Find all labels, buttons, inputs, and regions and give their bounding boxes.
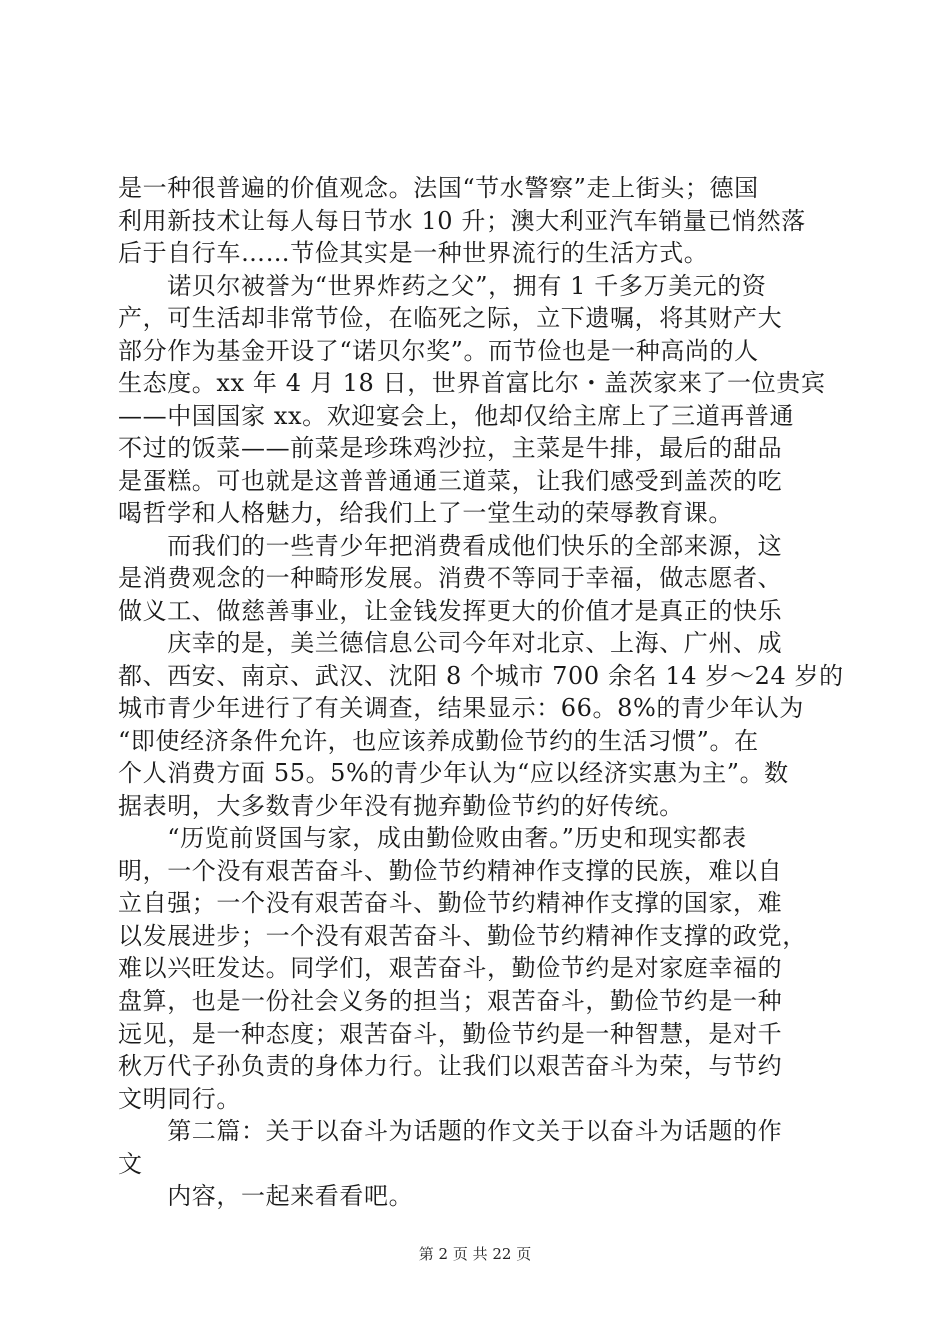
text-line: 庆幸的是，美兰德信息公司今年对北京、上海、广州、成 <box>118 629 783 657</box>
text-line: 城市青少年进行了有关调查，结果显示：66。8%的青少年认为 <box>118 694 805 722</box>
text-line: 喝哲学和人格魅力，给我们上了一堂生动的荣辱教育课。 <box>118 499 733 527</box>
text-line: 产，可生活却非常节俭，在临死之际，立下遗嘱，将其财产大 <box>118 304 783 332</box>
text-line: 都、西安、南京、武汉、沈阳 8 个城市 700 余名 14 岁～24 岁的 <box>118 662 844 690</box>
page-footer: 第 2 页 共 22 页 <box>418 1245 532 1263</box>
text-line: 据表明，大多数青少年没有抛弃勤俭节约的好传统。 <box>118 792 684 820</box>
text-line: 明，一个没有艰苦奋斗、勤俭节约精神作支撑的民族，难以自 <box>118 857 783 885</box>
text-line: 诺贝尔被誉为“世界炸药之父”，拥有 1 千多万美元的资 <box>118 272 767 300</box>
text-line: ——中国国家 xx。欢迎宴会上，他却仅给主席上了三道再普通 <box>118 402 795 430</box>
text-line: “即使经济条件允许，也应该养成勤俭节约的生活习惯”。在 <box>118 727 759 755</box>
text-line: 盘算，也是一份社会义务的担当；艰苦奋斗，勤俭节约是一种 <box>118 987 783 1015</box>
text-line: 以发展进步；一个没有艰苦奋斗、勤俭节约精神作支撑的政党， <box>118 922 807 950</box>
section-heading-line: 文 <box>118 1150 143 1178</box>
text-line: 是蛋糕。可也就是这普普通通三道菜，让我们感受到盖茨的吃 <box>118 467 783 495</box>
text-line: 做义工、做慈善事业，让金钱发挥更大的价值才是真正的快乐 <box>118 597 783 625</box>
text-line: 后于自行车……节俭其实是一种世界流行的生活方式。 <box>118 239 709 267</box>
text-line: 个人消费方面 55。5%的青少年认为“应以经济实惠为主”。数 <box>118 759 789 787</box>
text-line: “历览前贤国与家，成由勤俭败由奢。”历史和现实都表 <box>118 824 747 852</box>
text-line: 内容，一起来看看吧。 <box>118 1182 414 1210</box>
text-line: 不过的饭菜——前菜是珍珠鸡沙拉，主菜是牛排，最后的甜品 <box>118 434 783 462</box>
text-line: 而我们的一些青少年把消费看成他们快乐的全部来源，这 <box>118 532 783 560</box>
text-line: 是一种很普遍的价值观念。法国“节水警察”走上街头；德国 <box>118 174 759 202</box>
text-line: 秋万代子孙负责的身体力行。让我们以艰苦奋斗为荣，与节约 <box>118 1052 783 1080</box>
text-line: 是消费观念的一种畸形发展。消费不等同于幸福，做志愿者、 <box>118 564 783 592</box>
text-line: 生态度。xx 年 4 月 18 日，世界首富比尔・盖茨家来了一位贵宾 <box>118 369 826 397</box>
text-line: 远见，是一种态度；艰苦奋斗，勤俭节约是一种智慧，是对千 <box>118 1020 783 1048</box>
text-line: 文明同行。 <box>118 1085 241 1113</box>
section-heading-line: 第二篇：关于以奋斗为话题的作文关于以奋斗为话题的作 <box>118 1117 783 1145</box>
text-line: 立自强；一个没有艰苦奋斗、勤俭节约精神作支撑的国家，难 <box>118 889 783 917</box>
text-line: 利用新技术让每人每日节水 10 升；澳大利亚汽车销量已悄然落 <box>118 207 806 235</box>
text-line: 部分作为基金开设了“诺贝尔奖”。而节俭也是一种高尚的人 <box>118 337 759 365</box>
text-line: 难以兴旺发达。同学们，艰苦奋斗，勤俭节约是对家庭幸福的 <box>118 954 783 982</box>
